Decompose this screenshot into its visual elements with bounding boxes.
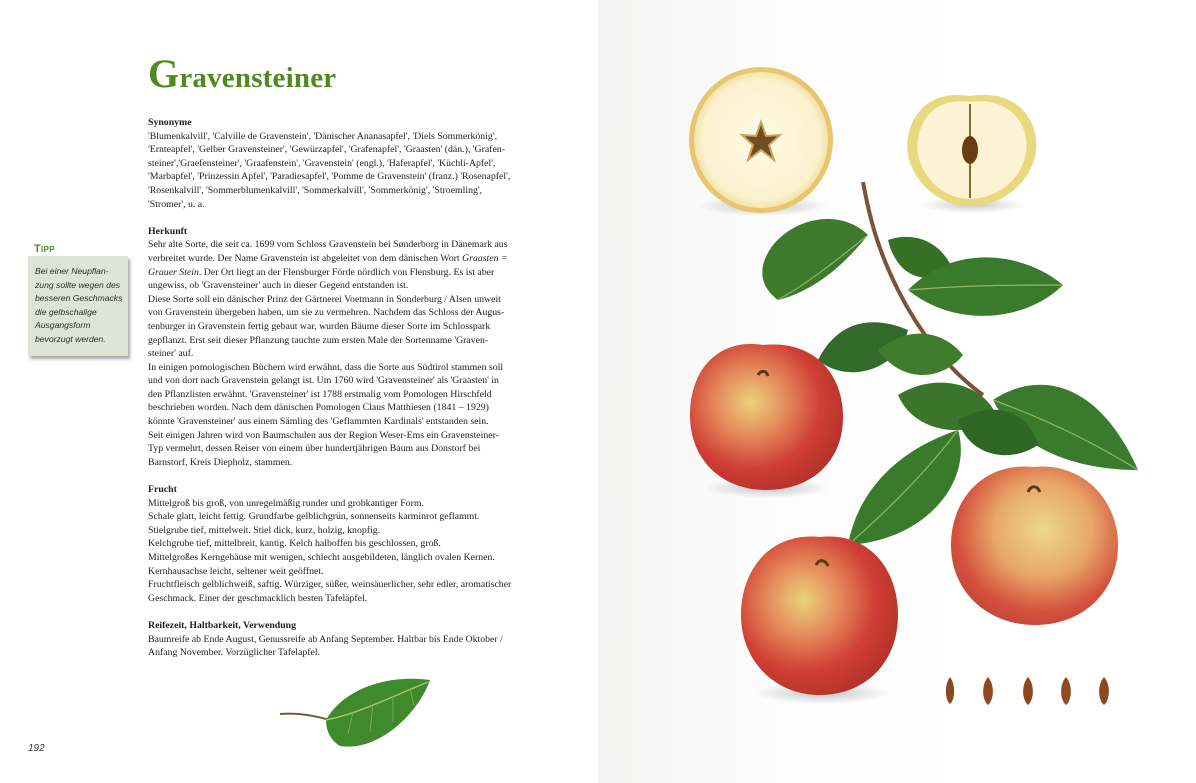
- apple-seed: [1061, 677, 1071, 705]
- text-line: ungewiss, ob 'Gravensteiner' auch in dieser Gegend entstanden ist.: [148, 280, 409, 292]
- text-line: Barnstorf, Kreis Diepholz, stammen.: [148, 456, 293, 468]
- tip-line: zung sollte wegen des: [35, 279, 121, 290]
- text-line: 'Stromer', u. a.: [148, 198, 205, 210]
- text-line: [148, 252, 543, 266]
- apple-seed: [983, 677, 993, 705]
- text-line: beschrieben worden. Nach dem dänischen Pomologen Claus Matthiesen (1841 – 1929): [148, 402, 489, 414]
- text-line: Fruchtfleisch gelblichweiß, saftig. Würziger, süßer, weinsäuerlicher, sehr edler, aromatischer: [148, 579, 512, 591]
- text-line: Typ vermehrt, dessen Reiser von einem über hundertjährigen Baum aus Donstorf bei: [148, 443, 481, 455]
- apple-seed: [1023, 677, 1033, 705]
- text-line: Mittelgroßes Kerngehäuse mit wenigen, schlecht ausgebildeten, länglich ovalen Kernen.: [148, 552, 495, 563]
- text-line: 'Blumenkalvill', 'Calville de Gravenstein', 'Dänischer Ananasapfel', 'Diels Sommerkönig',: [148, 130, 498, 142]
- text-line: Sehr alte Sorte, die seit ca. 1699 vom Schloss Gravenstein bei Sønderborg in Dänemark aus: [148, 239, 508, 251]
- tip-label: Tipp: [34, 243, 55, 255]
- text-line: [148, 266, 543, 280]
- tip-line: Bei einer Neupflan-: [35, 266, 109, 276]
- tip-line: Ausgangsform: [35, 320, 91, 331]
- section-heading-frucht: Frucht: [148, 484, 177, 496]
- article-body: [148, 116, 543, 660]
- leaf-illustration: [278, 674, 438, 754]
- section-heading-reifezeit: Reifezeit, Haltbarkeit, Verwendung: [148, 619, 297, 631]
- text-line: gepflanzt. Erst seit dieser Pflanzung tauchte zum ersten Male der Sortenname 'Graven-: [148, 334, 489, 346]
- text-emphasis: Grauer Stein: [148, 266, 199, 278]
- text-line: Seit einigen Jahren wird von Baumschulen aus der Region Weser-Ems ein Gravensteiner-: [148, 429, 499, 441]
- apple-half-longitudinal: [907, 95, 1036, 213]
- tip-text: [35, 265, 125, 347]
- text-segment: . Der Ort liegt an der Flensburger Förde nördlich von Flensburg. Es ist aber: [198, 266, 495, 278]
- title-rest: ravensteiner: [179, 62, 337, 94]
- apple-half-cross-section: [689, 67, 833, 216]
- text-line: Diese Sorte soll ein dänischer Prinz der Gärtnerei Voetmann in Sonderburg / Alsen unweit: [148, 293, 501, 305]
- apple-seed: [1099, 677, 1109, 705]
- text-line: 'Marbapfel', 'Prinzessin Apfel', 'Paradiesapfel', 'Pomme de Gravenstein' (franz.) 'Rosenapfel',: [148, 171, 511, 183]
- tip-line: besseren Geschmacks: [35, 293, 123, 304]
- text-line: Kernhausachse leicht, seltener weit geöffnet.: [148, 565, 324, 577]
- text-line: steiner','Graefensteiner', 'Graafenstein', 'Gravenstein' (engl.), 'Haferapfel', 'Küchli-Apfel',: [148, 157, 496, 169]
- text-line: den Pflanzlisten erwähnt. 'Gravensteiner' ist 1788 erstmalig vom Pomologen Hirschfeld: [148, 388, 492, 400]
- text-line: tenburger in Gravenstein fertig gebaut war, wurden Bäume dieser Sorte im Schlosspark: [148, 320, 491, 332]
- text-line: von Gravenstein übergeben haben, um sie zu vermehren. Nachdem das Schloss der Augus-: [148, 307, 505, 319]
- page-number: 192: [28, 743, 45, 754]
- page-title: [148, 50, 336, 97]
- text-line: und von dort nach Gravenstein gelangt ist. Um 1760 wird 'Gravensteiner' als 'Graasten' in: [148, 375, 499, 387]
- text-segment: verbreitet wurde. Der Name Gravenstein ist abgeleitet von dem dänischen Wort: [148, 252, 463, 264]
- text-line: Baumreife ab Ende August, Genussreife ab Anfang September. Haltbar bis Ende Oktober /: [148, 633, 503, 645]
- text-line: steiner' auf.: [148, 348, 194, 360]
- text-line: Schale glatt, leicht fettig. Grundfarbe gelblichgrün, sonnenseits karminrot geflammt.: [148, 511, 480, 523]
- text-line: könnte 'Gravensteiner' aus einem Sämling des 'Geflammten Kardinals' entstanden sein.: [148, 416, 489, 428]
- section-heading-synonyme: Synonyme: [148, 117, 192, 128]
- text-line: Kelchgrube tief, mittelbreit, kantig. Kelch halboffen bis geschlossen, groß.: [148, 538, 441, 550]
- title-initial: G: [148, 51, 180, 96]
- text-line: Geschmack. Einer der geschmacklich besten Tafeläpfel.: [148, 592, 368, 604]
- text-line: In einigen pomologischen Büchern wird erwähnt, dass die Sorte aus Südtirol stammen soll: [148, 361, 504, 373]
- text-line: Mittelgroß bis groß, von unregelmäßig runder und grobkantiger Form.: [148, 497, 424, 509]
- apple-photo-composition: [598, 0, 1196, 783]
- text-line: Stielgrube tief, mittelweit. Stiel dick, kurz, holzig, knopfig.: [148, 524, 381, 536]
- text-line: Anfang November. Vorzüglicher Tafelapfel.: [148, 647, 321, 659]
- apple-fruit: [951, 467, 1118, 625]
- text-emphasis: Graasten =: [462, 252, 508, 264]
- section-heading-herkunft: Herkunft: [148, 225, 188, 237]
- apple-seed: [946, 677, 954, 704]
- tip-line: bevorzugt werden.: [35, 333, 106, 344]
- apple-fruit: [690, 344, 843, 498]
- text-line: 'Rosenkalvill', 'Sommerblumenkalvill', 'Sommerkalvill', 'Sommerkönig', 'Stroemling',: [148, 184, 483, 196]
- apple-fruit: [741, 537, 898, 704]
- tip-line: die gelbschalige: [35, 306, 97, 317]
- text-line: 'Ernteapfel', 'Gelber Gravensteiner', 'Gewürzapfel', 'Grafenapfel', 'Graasten' (dän.), 'Grafen-: [148, 144, 505, 156]
- right-page-photo: [598, 0, 1196, 783]
